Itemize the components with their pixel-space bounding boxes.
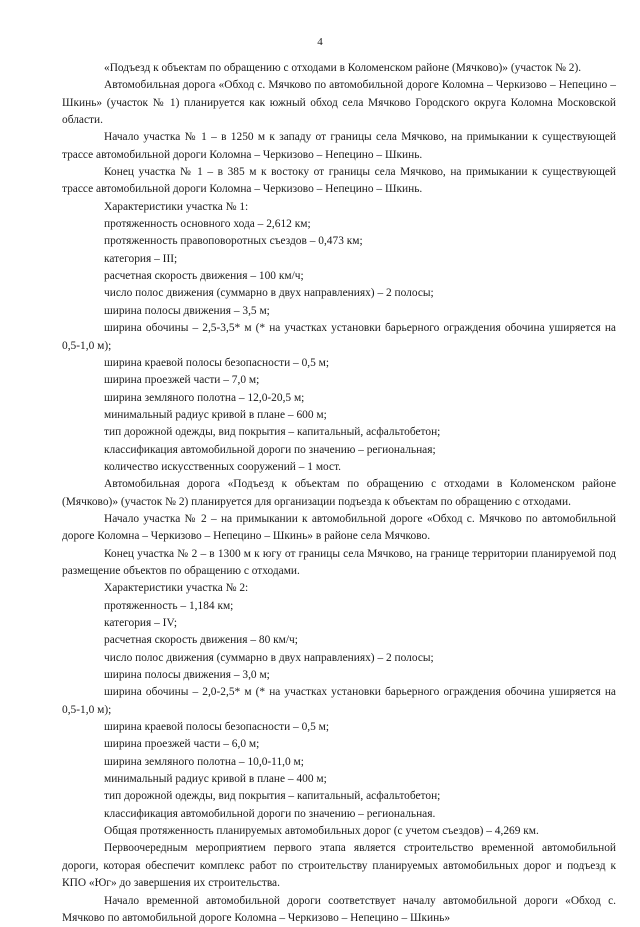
list-item: расчетная скорость движения – 100 км/ч; — [62, 268, 616, 285]
list-item: ширина обочины – 2,5-3,5* м (* на участках установки барьерного ограждения обочина уширяется на 0,5-1,0 м); — [62, 320, 616, 355]
list-item: тип дорожной одежды, вид покрытия – капитальный, асфальтобетон; — [62, 788, 616, 805]
paragraph: Первоочередным мероприятием первого этапа является строительство временной автомобильной дороги, которая обеспечит комплекс работ по строительству планируемых автомобильных дорог и подъезд к КПО «Юг» до завершения их строительства. — [62, 840, 616, 892]
list-item: категория – IV; — [62, 615, 616, 632]
list-item: ширина краевой полосы безопасности – 0,5 м; — [62, 719, 616, 736]
document-body — [62, 60, 616, 927]
section-heading: Характеристики участка № 1: — [62, 199, 616, 216]
paragraph: Конец участка № 1 – в 385 м к востоку от границы села Мячково, на примыкании к существующей трассе автомобильной дороги Коломна – Черкизово – Непецино – Шкинь. — [62, 164, 616, 199]
paragraph: Автомобильная дорога «Обход с. Мячково по автомобильной дороге Коломна – Черкизово – Непецино – Шкинь» (участок № 1) планируется как южный обход села Мячково Городского округа Коломна Московской области. — [62, 77, 616, 129]
list-item: количество искусственных сооружений – 1 мост. — [62, 459, 616, 476]
list-item: ширина земляного полотна – 12,0-20,5 м; — [62, 390, 616, 407]
list-item: ширина проезжей части – 7,0 м; — [62, 372, 616, 389]
section-heading: Характеристики участка № 2: — [62, 580, 616, 597]
list-item: ширина полосы движения – 3,5 м; — [62, 303, 616, 320]
list-item: число полос движения (суммарно в двух направлениях) – 2 полосы; — [62, 285, 616, 302]
list-item: классификация автомобильной дороги по значению – региональная; — [62, 442, 616, 459]
page-number: 4 — [0, 36, 640, 48]
paragraph: Начало участка № 1 – в 1250 м к западу от границы села Мячково, на примыкании к существующей трассе автомобильной дороги Коломна – Черкизово – Непецино – Шкинь. — [62, 129, 616, 164]
list-item: расчетная скорость движения – 80 км/ч; — [62, 632, 616, 649]
list-item: классификация автомобильной дороги по значению – региональная. — [62, 806, 616, 823]
paragraph: Общая протяженность планируемых автомобильных дорог (с учетом съездов) – 4,269 км. — [62, 823, 616, 840]
paragraph: Начало временной автомобильной дороги соответствует началу автомобильной дороги «Обход с. Мячково по автомобильной дороге Коломна – Черкизово – Непецино – Шкинь» — [62, 893, 616, 927]
paragraph: Автомобильная дорога «Подъезд к объектам по обращению с отходами в Коломенском районе (Мячково)» (участок № 2) планируется для организации подъезда к объектам по обращению с отходами. — [62, 476, 616, 511]
list-item: категория – III; — [62, 251, 616, 268]
list-item: протяженность основного хода – 2,612 км; — [62, 216, 616, 233]
list-item: ширина земляного полотна – 10,0-11,0 м; — [62, 754, 616, 771]
list-item: минимальный радиус кривой в плане – 400 м; — [62, 771, 616, 788]
list-item: число полос движения (суммарно в двух направлениях) – 2 полосы; — [62, 650, 616, 667]
list-item: тип дорожной одежды, вид покрытия – капитальный, асфальтобетон; — [62, 424, 616, 441]
paragraph: Начало участка № 2 – на примыкании к автомобильной дороге «Обход с. Мячково по автомобильной дороге Коломна – Черкизово – Непецино – Шкинь» в районе села Мячково. — [62, 511, 616, 546]
list-item: ширина обочины – 2,0-2,5* м (* на участках установки барьерного ограждения обочина уширяется на 0,5-1,0 м); — [62, 684, 616, 719]
list-item: протяженность правоповоротных съездов – 0,473 км; — [62, 233, 616, 250]
list-item: минимальный радиус кривой в плане – 600 м; — [62, 407, 616, 424]
paragraph: «Подъезд к объектам по обращению с отходами в Коломенском районе (Мячково)» (участок № 2). — [62, 60, 616, 77]
list-item: ширина краевой полосы безопасности – 0,5 м; — [62, 355, 616, 372]
paragraph: Конец участка № 2 – в 1300 м к югу от границы села Мячково, на границе территории планируемой под размещение объектов по обращению с отходами. — [62, 546, 616, 581]
list-item: ширина проезжей части – 6,0 м; — [62, 736, 616, 753]
list-item: протяженность – 1,184 км; — [62, 598, 616, 615]
list-item: ширина полосы движения – 3,0 м; — [62, 667, 616, 684]
